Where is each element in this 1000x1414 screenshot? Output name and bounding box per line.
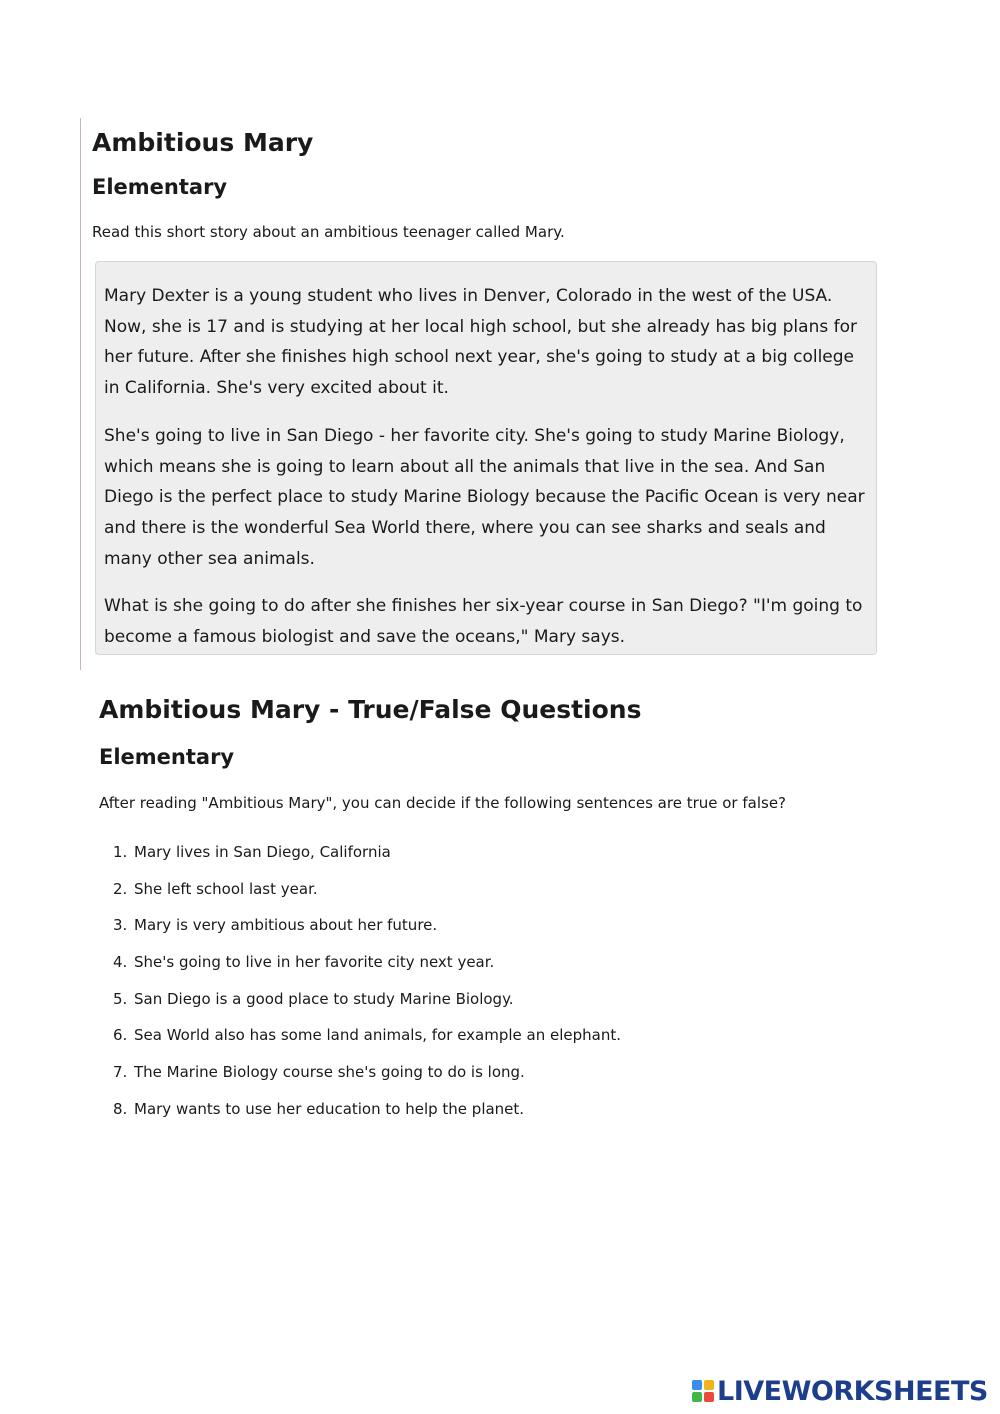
liveworksheets-logo bbox=[692, 1376, 988, 1406]
question-text: San Diego is a good place to study Marine Biology. bbox=[134, 989, 514, 1008]
question-item bbox=[113, 915, 621, 952]
logo-tile bbox=[692, 1380, 702, 1390]
level-heading: Elementary bbox=[92, 175, 228, 199]
story-paragraph: She's going to live in San Diego - her favorite city. She's going to study Marine Biology, which means she is going to learn about all the animals that live in the sea. And San Diego is the perfect place to study Marine Biology because the Pacific Ocean is very near and there is the wonderful Sea World there, where you can see sharks and seals and many other sea animals. bbox=[104, 425, 865, 569]
question-number: 5. bbox=[113, 989, 128, 1008]
question-text: Mary is very ambitious about her future. bbox=[134, 916, 438, 935]
question-number: 6. bbox=[113, 1026, 128, 1045]
logo-tile bbox=[692, 1392, 702, 1402]
question-number: 4. bbox=[113, 953, 128, 972]
story-box bbox=[95, 261, 877, 655]
question-text: She's going to live in her favorite city next year. bbox=[134, 953, 495, 972]
question-number: 1. bbox=[113, 843, 128, 861]
question-list bbox=[113, 842, 622, 1136]
question-text: She left school last year. bbox=[134, 879, 318, 898]
reading-section bbox=[80, 118, 899, 670]
logo-tile bbox=[704, 1380, 714, 1390]
logo-text: LIVEWORKSHEETS bbox=[717, 1375, 988, 1407]
logo-icon bbox=[692, 1380, 714, 1402]
question-item bbox=[113, 952, 621, 989]
question-item bbox=[113, 1099, 621, 1136]
question-number: 8. bbox=[113, 1099, 128, 1118]
intro-text: Read this short story about an ambitious teenager called Mary. bbox=[92, 223, 565, 241]
question-text: The Marine Biology course she's going to do is long. bbox=[134, 1063, 525, 1082]
quiz-title: Ambitious Mary - True/False Questions bbox=[99, 695, 642, 724]
question-item bbox=[113, 1025, 622, 1062]
question-item bbox=[113, 989, 621, 1026]
quiz-level-heading: Elementary bbox=[99, 745, 235, 769]
quiz-intro-text: After reading "Ambitious Mary", you can decide if the following sentences are true or false? bbox=[99, 794, 787, 812]
question-text: Mary lives in San Diego, California bbox=[134, 843, 391, 861]
page-title: Ambitious Mary bbox=[92, 128, 314, 157]
logo-tile bbox=[704, 1392, 714, 1402]
question-number: 7. bbox=[113, 1063, 128, 1082]
question-item bbox=[113, 1062, 621, 1099]
story-paragraph: What is she going to do after she finishes her six-year course in San Diego? "I'm going to become a famous biologist and save the oceans," Mary says. bbox=[104, 596, 863, 648]
question-text: Mary wants to use her education to help the planet. bbox=[134, 1099, 525, 1118]
question-number: 2. bbox=[113, 879, 128, 898]
question-item bbox=[113, 842, 621, 879]
story-paragraph: Mary Dexter is a young student who lives in Denver, Colorado in the west of the USA. Now, she is 17 and is studying at her local high school, but she already has big plans for her future. After she finishes high school next year, she's going to study at a big college in California. She's very excited about it. bbox=[104, 286, 857, 399]
question-number: 3. bbox=[113, 916, 128, 935]
question-item bbox=[113, 879, 621, 916]
question-text: Sea World also has some land animals, for example an elephant. bbox=[134, 1026, 622, 1045]
